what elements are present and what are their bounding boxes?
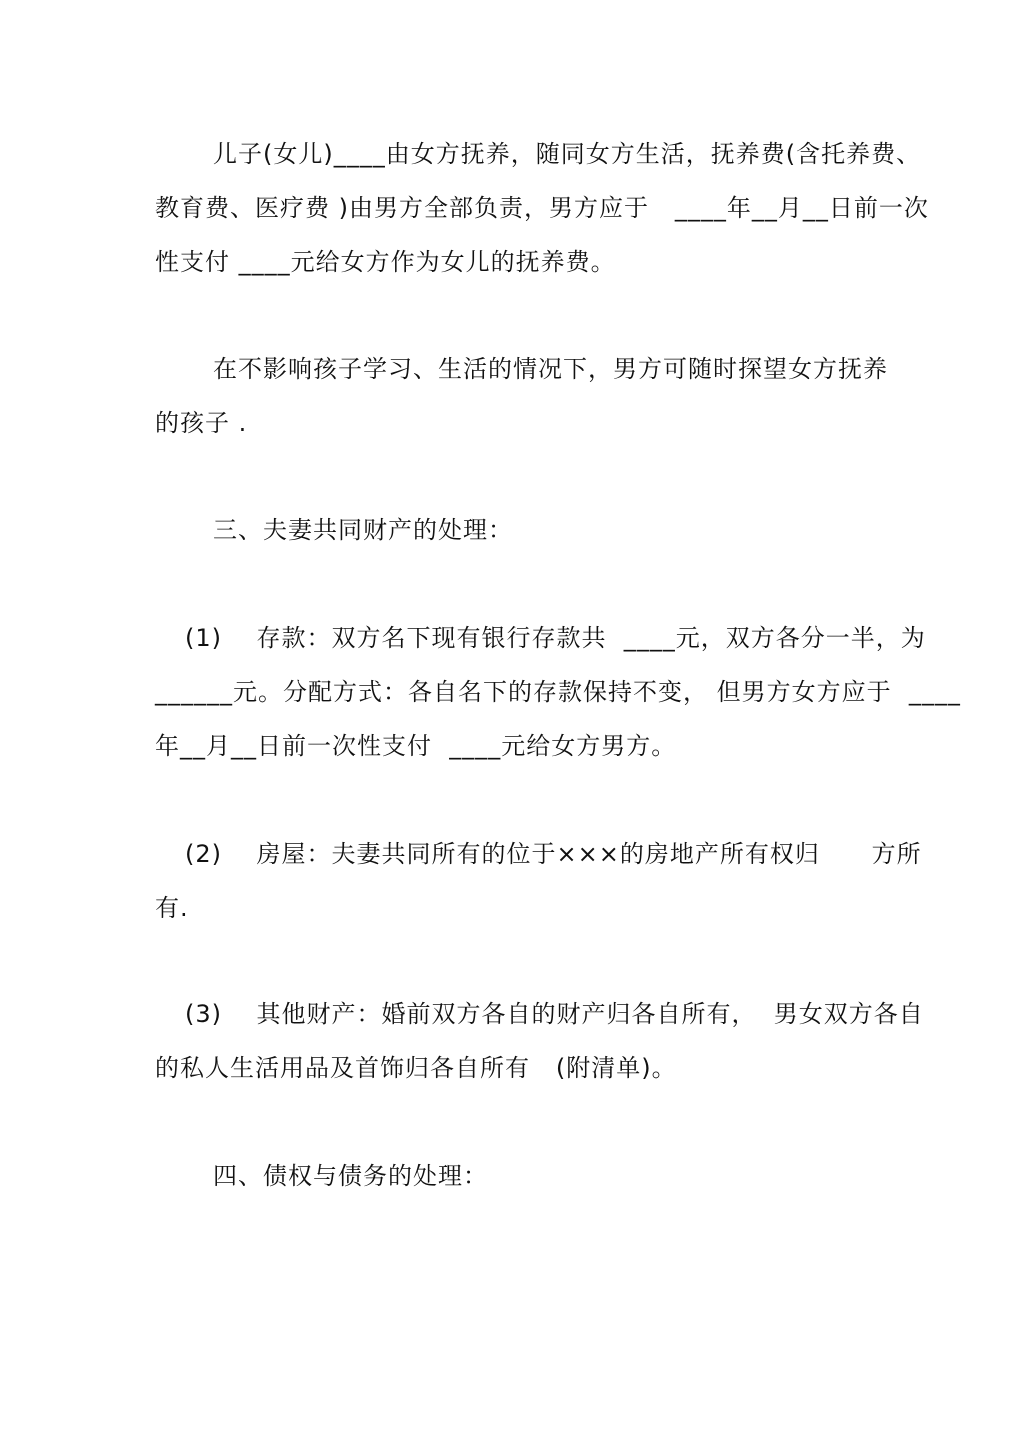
item-1-line-2: ______元。分配方式：各自名下的存款保持不变， 但男方女方应于 ____	[155, 678, 961, 706]
paragraph-2-line-1: 在不影响孩子学习、生活的情况下，男方可随时探望女方抚养	[213, 355, 888, 383]
paragraph-2-line-2: 的孩子 .	[155, 409, 248, 437]
paragraph-1-line-2: 教育费、医疗费 )由男方全部负责，男方应于 ____年__月__日前一次	[155, 194, 929, 222]
item-3-line-1: (3) 其他财产：婚前双方各自的财产归各自所有， 男女双方各自	[185, 1000, 924, 1028]
paragraph-1-line-1: 儿子(女儿)____由女方抚养，随同女方生活，抚养费(含托养费、	[213, 140, 922, 168]
item-2-line-1: (2) 房屋：夫妻共同所有的位于×××的房地产所有权归 方所	[185, 840, 922, 868]
paragraph-1-line-3: 性支付 ____元给女方作为女儿的抚养费。	[155, 248, 616, 276]
item-2-line-2: 有.	[155, 894, 189, 922]
item-1-line-1: (1) 存款：双方名下现有银行存款共 ____元，双方各分一半，为	[185, 624, 926, 652]
section-4-heading: 四、债权与债务的处理：	[213, 1162, 488, 1190]
item-3-line-2: 的私人生活用品及首饰归各自所有 (附清单)。	[155, 1054, 677, 1082]
section-3-heading: 三、夫妻共同财产的处理：	[213, 516, 513, 544]
item-1-line-3: 年__月__日前一次性支付 ____元给女方男方。	[155, 732, 677, 760]
